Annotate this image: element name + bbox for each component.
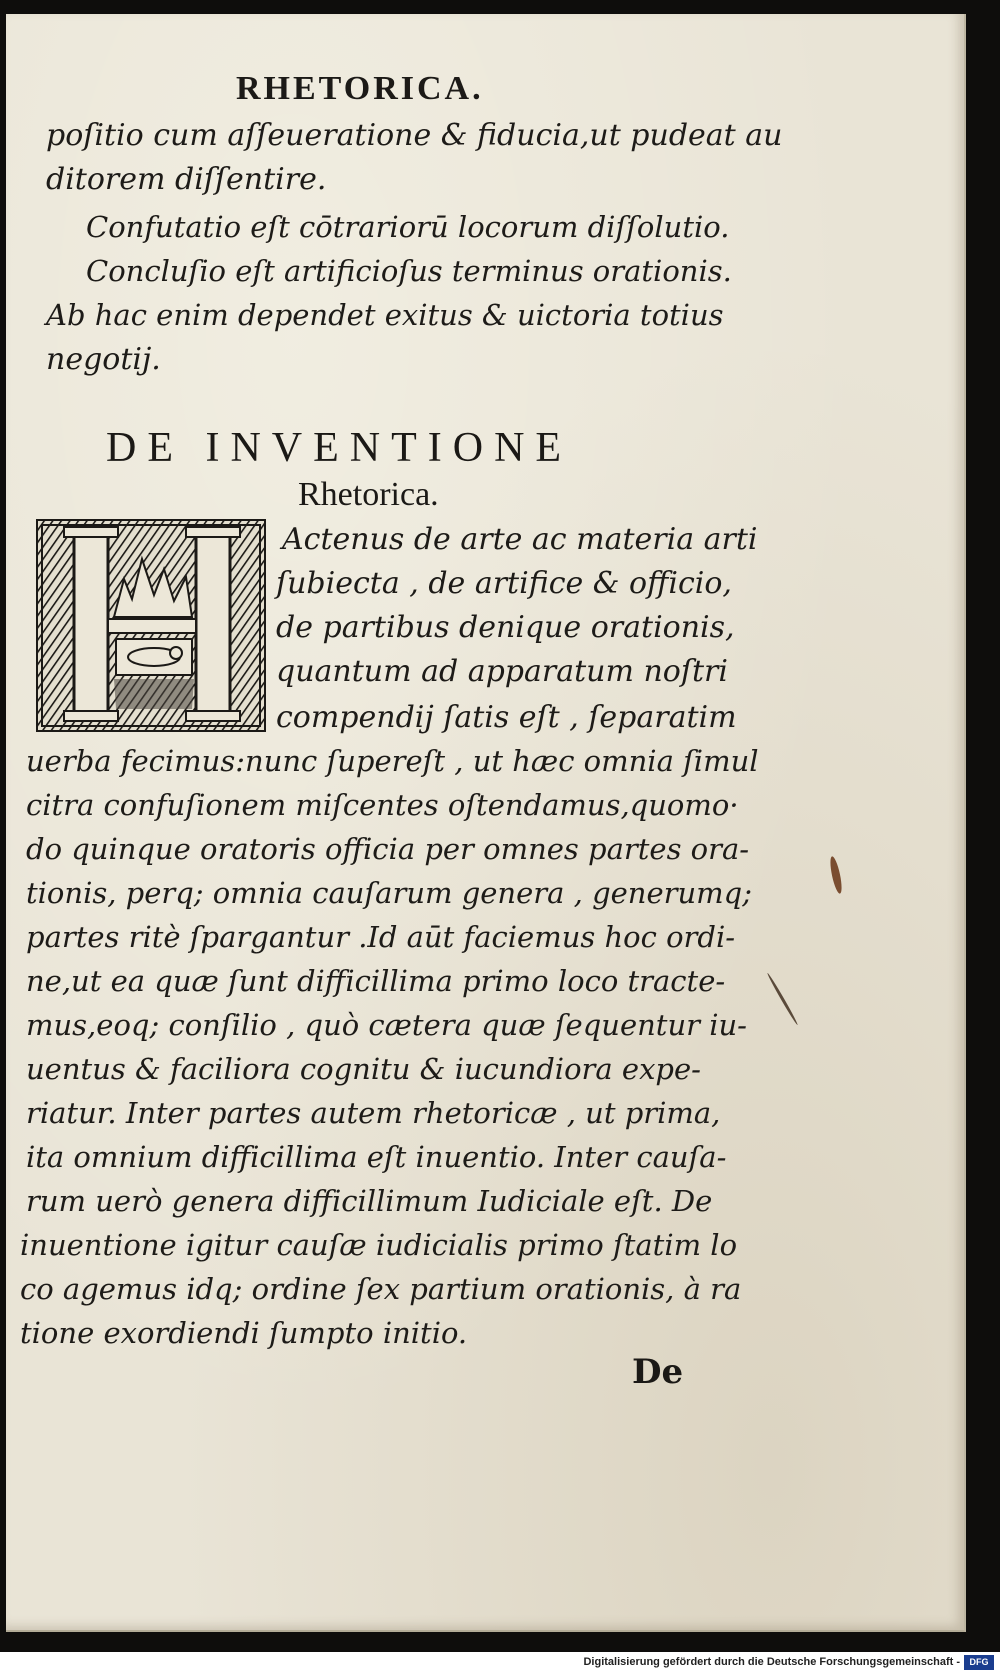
text-line: quantum ad apparatum noſtri — [276, 654, 728, 689]
text-line: Concluſio eſt artificioſus terminus orationis. — [86, 254, 732, 288]
paper-stain — [828, 856, 844, 895]
text-line: de partibus denique orationis, — [276, 610, 735, 645]
text-line: Ab hac enim dependet exitus & uictoria totius — [46, 298, 724, 332]
text-line: tione exordiendi ſumpto initio. — [20, 1316, 468, 1350]
book-page — [6, 14, 966, 1632]
text-line: rum uerò genera difficillimum Iudiciale eſt. De — [26, 1184, 713, 1218]
text-line: riatur. Inter partes autem rhetoricæ , ut prima, — [26, 1096, 721, 1130]
running-title: RHETORICA. — [236, 70, 484, 107]
text-line: co agemus idq; ordine ſex partium orationis, à ra — [20, 1272, 742, 1306]
digitization-footer — [0, 1652, 1000, 1676]
catchword: De — [632, 1352, 684, 1392]
section-heading: DE INVENTIONE — [106, 425, 573, 471]
dfg-logo: DFG — [964, 1655, 994, 1670]
text-line: ditorem diſſentire. — [46, 162, 327, 197]
text-line: mus,eoq; conſilio , quò cætera quæ ſequentur iu- — [26, 1008, 747, 1042]
text-line: uerba fecimus:nunc ſupereſt , ut hæc omnia ſimul — [26, 744, 759, 778]
text-line: ne,ut ea quæ ſunt difficillima primo loco tracte- — [26, 964, 726, 998]
text-line: citra confuſionem miſcentes oſtendamus,quomo· — [26, 788, 739, 822]
text-line: ſubiecta , de artifice & officio, — [276, 566, 732, 601]
text-line: ita omnium difficillima eſt inuentio. Inter cauſa- — [26, 1140, 727, 1174]
section-subheading: Rhetorica. — [298, 476, 439, 513]
text-line: poſitio cum aſſeueratione & fiducia,ut pudeat au — [46, 118, 783, 153]
text-line: Actenus de arte ac materia arti — [282, 522, 758, 557]
text-line: do quinque oratoris officia per omnes partes ora- — [26, 832, 750, 866]
woodcut-initial-h — [36, 519, 266, 732]
text-line: tionis, perq; omnia cauſarum genera , generumq; — [26, 876, 753, 910]
text-line: partes ritè ſpargantur .Id aūt faciemus hoc ordi- — [26, 920, 736, 954]
footer-credit: Digitalisierung gefördert durch die Deutsche Forschungsgemeinschaft - — [583, 1656, 960, 1668]
text-line: Confutatio eſt cōtrariorū locorum diſſolutio. — [86, 210, 730, 244]
paper-scratch — [766, 972, 799, 1025]
text-line: negotij. — [46, 342, 161, 377]
text-line: uentus & faciliora cognitu & iucundiora expe- — [26, 1052, 701, 1086]
text-line: compendij ſatis eſt , ſeparatim — [276, 700, 737, 735]
text-line: inuentione igitur cauſæ iudicialis primo ſtatim lo — [20, 1228, 738, 1262]
